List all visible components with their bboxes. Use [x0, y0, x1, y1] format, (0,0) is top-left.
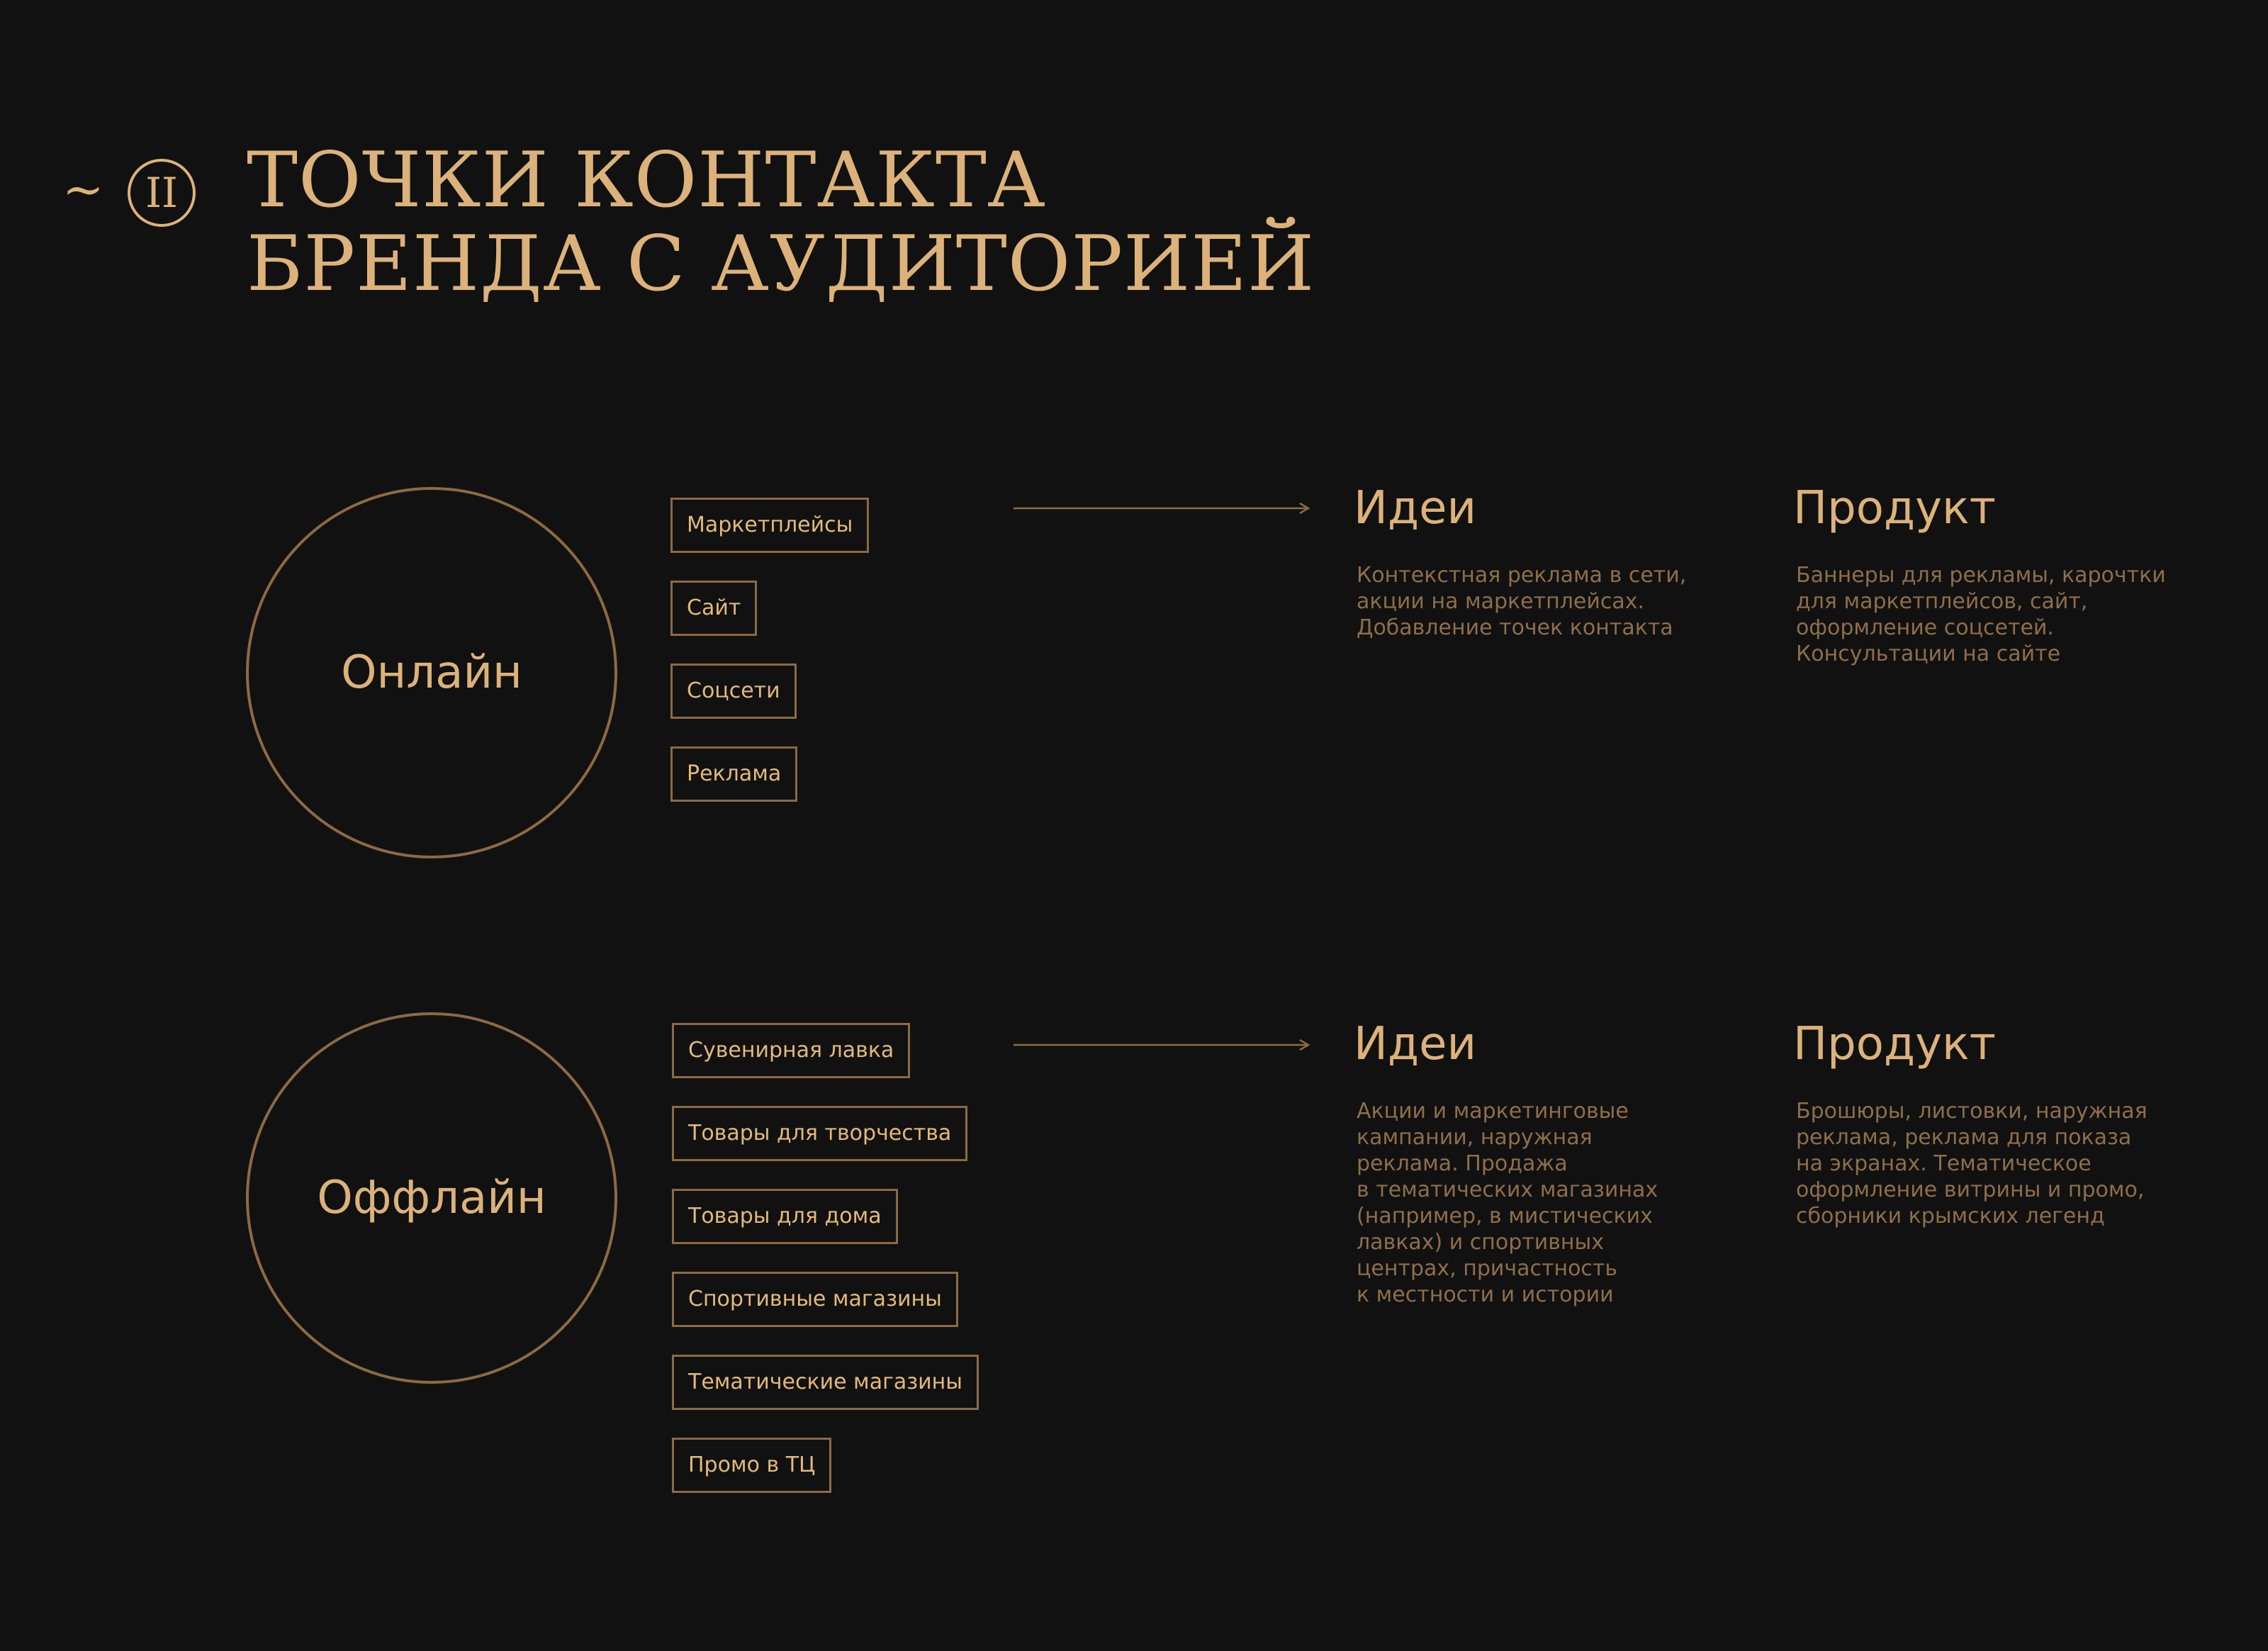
online-product-text: Баннеры для рекламы, карочтки для маркетплейсов, сайт, оформление соцсетей. Консультации на сайте: [1796, 563, 2166, 666]
online-product-block: [1793, 482, 2190, 667]
offline-ideas-block: [1354, 1018, 1751, 1308]
channel-chip-souvenir-shop: Сувенирная лавка: [672, 1023, 910, 1078]
channel-chip-ads: Реклама: [670, 746, 797, 802]
online-circle: [246, 487, 617, 858]
online-ideas-text: Контекстная реклама в сети, акции на маркетплейсах. Добавление точек контакта: [1357, 563, 1687, 640]
online-channels-list: [670, 498, 869, 802]
offline-circle: [246, 1012, 617, 1384]
online-product-heading: Продукт: [1793, 482, 1996, 535]
channel-chip-site: Сайт: [670, 581, 757, 636]
channel-chip-social: Соцсети: [670, 664, 797, 719]
online-ideas-heading: Идеи: [1354, 482, 1477, 535]
offline-product-block: [1793, 1018, 2190, 1229]
channel-chip-themed-stores: Тематические магазины: [672, 1355, 979, 1410]
page-title-line-2: БРЕНДА С АУДИТОРИЕЙ: [247, 220, 1315, 308]
channel-chip-mall-promo: Промо в ТЦ: [672, 1438, 831, 1493]
online-ideas-block: [1354, 482, 1751, 641]
offline-product-text: Брошюры, листовки, наружная реклама, реклама для показа на экранах. Тематическое оформление витрины и промо, сборники крымских легенд: [1796, 1099, 2148, 1229]
channel-chip-marketplaces: Маркетплейсы: [670, 498, 869, 553]
page-title-line-1: ТОЧКИ КОНТАКТА: [247, 136, 1046, 225]
online-arrow-icon: [1014, 501, 1311, 515]
offline-ideas-text: Акции и маркетинговые кампании, наружная реклама. Продажа в тематических магазинах (например, в мистических лавках) и спортивных центрах, причастность к местности и истории: [1357, 1099, 1658, 1307]
channel-chip-craft-goods: Товары для творчества: [672, 1106, 967, 1161]
channel-chip-home-goods: Товары для дома: [672, 1189, 898, 1244]
page-title: [247, 136, 1315, 308]
offline-ideas-heading: Идеи: [1354, 1018, 1477, 1070]
channel-chip-sports-stores: Спортивные магазины: [672, 1272, 958, 1327]
offline-circle-label: Оффлайн: [317, 1172, 546, 1224]
offline-arrow-icon: [1014, 1038, 1311, 1052]
online-circle-label: Онлайн: [341, 647, 522, 699]
tilde-mark: ~: [62, 160, 104, 218]
section-number-badge: II: [128, 159, 196, 227]
offline-channels-list: [672, 1023, 979, 1493]
offline-product-heading: Продукт: [1793, 1018, 1996, 1070]
